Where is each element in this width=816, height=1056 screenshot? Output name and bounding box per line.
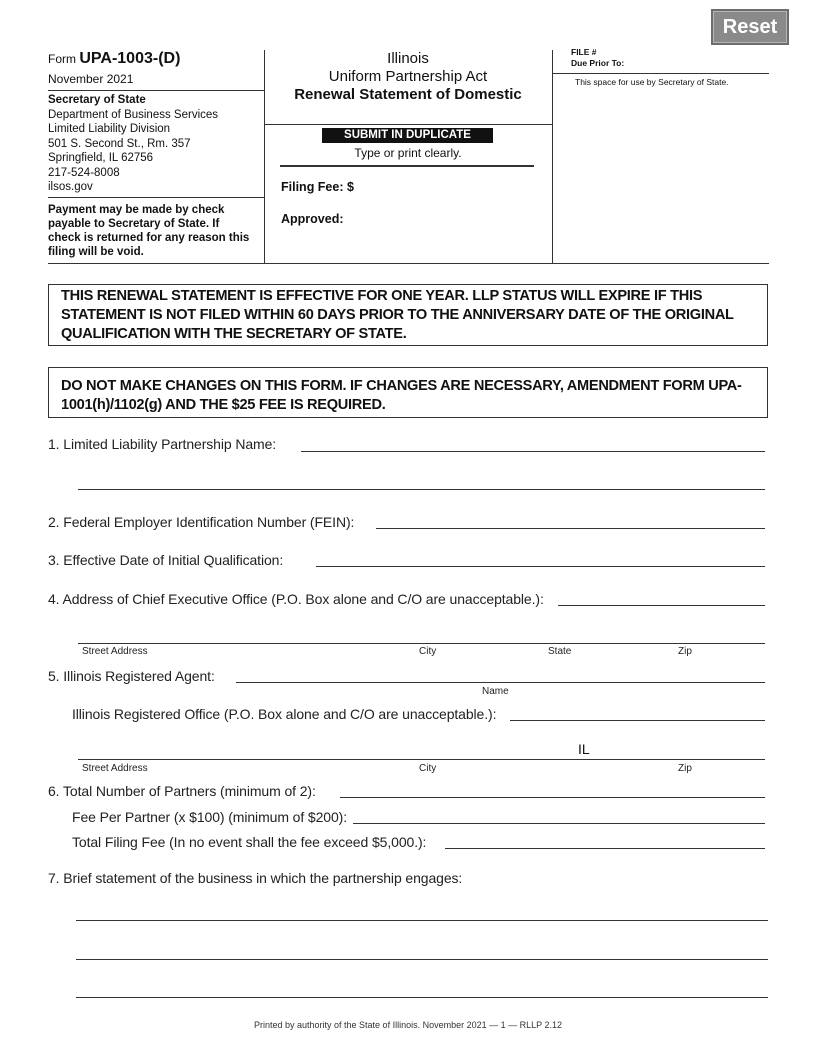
total-fee-field[interactable] — [445, 848, 765, 849]
partners-count-field[interactable] — [340, 797, 765, 798]
footer-note: Printed by authority of the State of Illinois. November 2021 — 1 — RLLP 2.12 — [253, 1020, 562, 1030]
caption-city-2: City — [419, 763, 437, 774]
fein-field[interactable] — [376, 528, 765, 529]
sos-space-note: This space for use by Secretary of State. — [575, 77, 729, 87]
business-statement-label: 7. Brief statement of the business in which the partnership engages: — [48, 870, 463, 886]
office-line6: ilsos.gov — [48, 181, 93, 193]
type-print-note: Type or print clearly. — [354, 146, 462, 160]
caption-state: State — [548, 646, 572, 657]
submit-in-duplicate-badge: SUBMIT IN DUPLICATE — [322, 128, 493, 143]
business-statement-line2[interactable] — [76, 959, 768, 960]
office-address — [48, 93, 218, 195]
total-fee-label: Total Filing Fee (In no event shall the fee exceed $5,000.): — [72, 834, 427, 850]
qualification-date-label: 3. Effective Date of Initial Qualification: — [48, 552, 284, 568]
form-number: UPA-1003-(D) — [79, 50, 181, 67]
file-no-label: FILE # — [571, 47, 597, 57]
office-line1: Department of Business Services — [48, 108, 219, 121]
caption-street-address: Street Address — [82, 646, 148, 657]
reset-button[interactable]: Reset — [711, 9, 789, 45]
office-line3: 501 S. Second St., Rm. 357 — [48, 137, 191, 150]
form-prefix: Form — [48, 52, 76, 66]
caption-name: Name — [482, 686, 509, 697]
no-changes-notice: DO NOT MAKE CHANGES ON THIS FORM. IF CHANGES ARE NECESSARY, AMENDMENT FORM UPA-1001(h)/1102(g) AND THE $25 FEE IS REQUIRED. — [48, 367, 768, 418]
caption-city: City — [419, 646, 437, 657]
filing-fee-label: Filing Fee: $ — [281, 180, 354, 194]
office-line4: Springfield, IL 62756 — [48, 152, 154, 164]
registered-office-address-line[interactable] — [78, 759, 765, 760]
registered-office-label: Illinois Registered Office (P.O. Box alone and C/O are unacceptable.): — [72, 706, 497, 722]
partnership-name-label: 1. Limited Liability Partnership Name: — [48, 436, 277, 452]
office-title: Secretary of State — [48, 94, 146, 106]
registered-agent-field[interactable] — [236, 682, 765, 683]
due-prior-label: Due Prior To: — [571, 58, 625, 68]
title-line2: Uniform Partnership Act — [328, 68, 488, 85]
fee-per-partner-label: Fee Per Partner (x $100) (minimum of $200): — [72, 809, 348, 825]
payment-note: Payment may be made by check payable to Secretary of State. If check is returned for any reason this filing will be void. — [48, 204, 250, 258]
fein-label: 2. Federal Employer Identification Number (FEIN): — [48, 514, 355, 530]
fee-per-partner-field[interactable] — [353, 823, 765, 824]
chief-office-field[interactable] — [558, 605, 765, 606]
form-title — [264, 50, 552, 104]
caption-street-address-2: Street Address — [82, 763, 148, 774]
business-statement-line1[interactable] — [76, 920, 768, 921]
form-date: November 2021 — [48, 72, 134, 86]
title-line3: Renewal Statement of Domestic — [294, 86, 522, 103]
title-line1: Illinois — [387, 50, 429, 67]
approved-label: Approved: — [281, 212, 344, 226]
file-number — [571, 47, 624, 69]
state-il-value: IL — [578, 741, 590, 757]
office-line2: Limited Liability Division — [48, 123, 171, 135]
caption-zip: Zip — [678, 646, 692, 657]
partnership-name-field[interactable] — [301, 451, 765, 452]
caption-zip-2: Zip — [678, 763, 692, 774]
form-id — [48, 50, 180, 68]
chief-office-label: 4. Address of Chief Executive Office (P.O. Box alone and C/O are unacceptable.): — [48, 591, 544, 607]
office-line5: 217-524-8008 — [48, 166, 120, 179]
qualification-date-field[interactable] — [316, 566, 765, 567]
registered-agent-label: 5. Illinois Registered Agent: — [48, 668, 215, 684]
effective-notice: THIS RENEWAL STATEMENT IS EFFECTIVE FOR ONE YEAR. LLP STATUS WILL EXPIRE IF THIS STATEMENT IS NOT FILED WITHIN 60 DAYS PRIOR TO THE ANNIVERSARY DATE OF THE ORIGINAL QUALIFICATION WITH THE SECRETARY OF STATE. — [48, 284, 768, 346]
partners-count-label: 6. Total Number of Partners (minimum of 2): — [48, 783, 316, 799]
registered-office-field[interactable] — [510, 720, 765, 721]
partnership-name-field-line2[interactable] — [78, 489, 765, 490]
business-statement-line3[interactable] — [76, 997, 768, 998]
chief-office-address-line[interactable] — [78, 643, 765, 644]
